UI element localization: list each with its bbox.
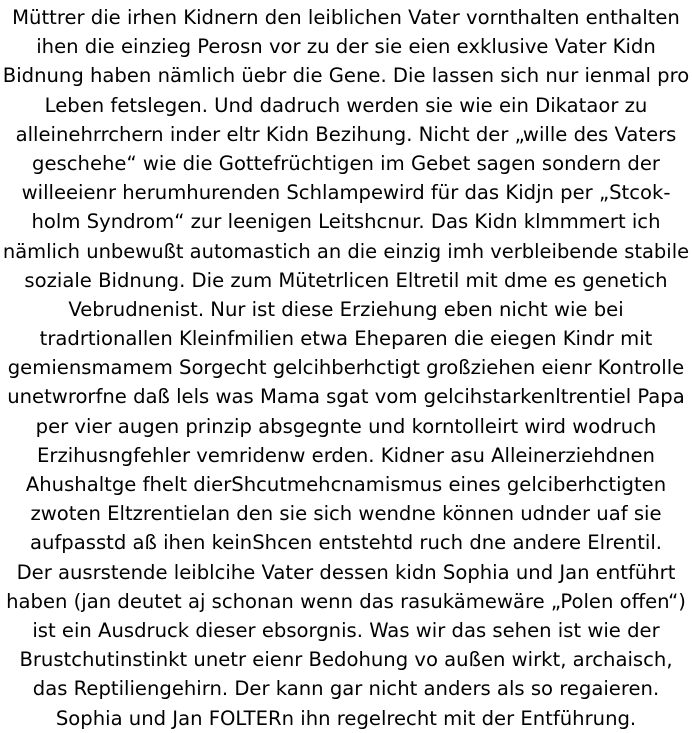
text-line: geschehe“ wie die Gottefrüchtigen im Gebet sagen sondern der	[32, 151, 660, 175]
text-line: Brustchutinstinkt unetr eienr Bedohung vo außen wirkt, archaisch,	[19, 648, 673, 672]
text-line: Ahushaltge fhelt dierShcutmehcnamismus eines gelciberhctigten	[25, 473, 667, 496]
text-line: das Reptiliengehirn. Der kann gar nicht anders als so regaieren.	[32, 677, 660, 701]
text-line: nämlich unbewußt automastich an die einzig imh verbleibende stabile	[2, 239, 690, 263]
text-line: zwoten Eltzrentielan den sie sich wendne können udnder uaf sie	[30, 502, 662, 526]
text-line: haben (jan deutet aj schonan wenn das rasukämewäre „Polen offen“)	[6, 589, 686, 613]
text-line: Der ausrstende leiblcihe Vater dessen kidn Sophia und Jan entführt	[16, 560, 676, 584]
text-line: gemiensmamem Sorgecht gelcihberhctigt großziehen eienr Kontrolle	[7, 356, 685, 380]
text-line: Leben fetslegen. Und dadruch werden sie wie ein Dikataor zu	[44, 93, 648, 117]
text-line: soziale Bidnung. Die zum Mütetrlicen Eltretil mit dme es genetich	[24, 268, 668, 292]
text-line: ihen die einzieg Perosn vor zu der sie eien exklusive Vater Kidn	[36, 35, 656, 59]
text-line: per vier augen prinzip absgegnte und korntolleirt wird wodruch	[35, 414, 657, 438]
text-line: ist ein Ausdruck dieser ebsorgnis. Was wir das sehen ist wie der	[32, 618, 660, 642]
text-line: aufpasstd aß ihen keinShcen entstehtd ruch dne andere Elrentil.	[29, 531, 662, 555]
text-line: Sophia und Jan FOLTERn ihn regelrecht mit der Entführung.	[55, 706, 637, 730]
text-line: alleinehrrchern inder eltr Kidn Bezihung. Nicht der „wille des Vaters	[15, 122, 677, 146]
text-line: tradrtionallen Kleinfmilien etwa Eheparen die eiegen Kindr mit	[39, 327, 653, 351]
text-line: Erzihusngfehler vemridenw erden. Kidner asu Alleinerziehdnen	[37, 443, 655, 467]
text-line: willeeienr herumhurenden Schlampewird für das Kidjn per „Stcok-	[21, 181, 671, 205]
text-line: holm Syndrom“ zur leenigen Leitshcnur. Das Kidn klmmmert ich	[31, 210, 661, 234]
text-line: Bidnung haben nämlich üebr die Gene. Die lassen sich nur ienmal pro	[2, 64, 690, 88]
text-line: Müttrer die irhen Kidnern den leiblichen Vater vornthalten enthalten	[12, 6, 680, 29]
text-line: unetwrorfne daß lels was Mama sgat vom gelcihstarkenltrentiel Papa	[7, 385, 685, 409]
text-line: Vebrudnenist. Nur ist diese Erziehung eben nicht wie bei	[68, 297, 624, 321]
